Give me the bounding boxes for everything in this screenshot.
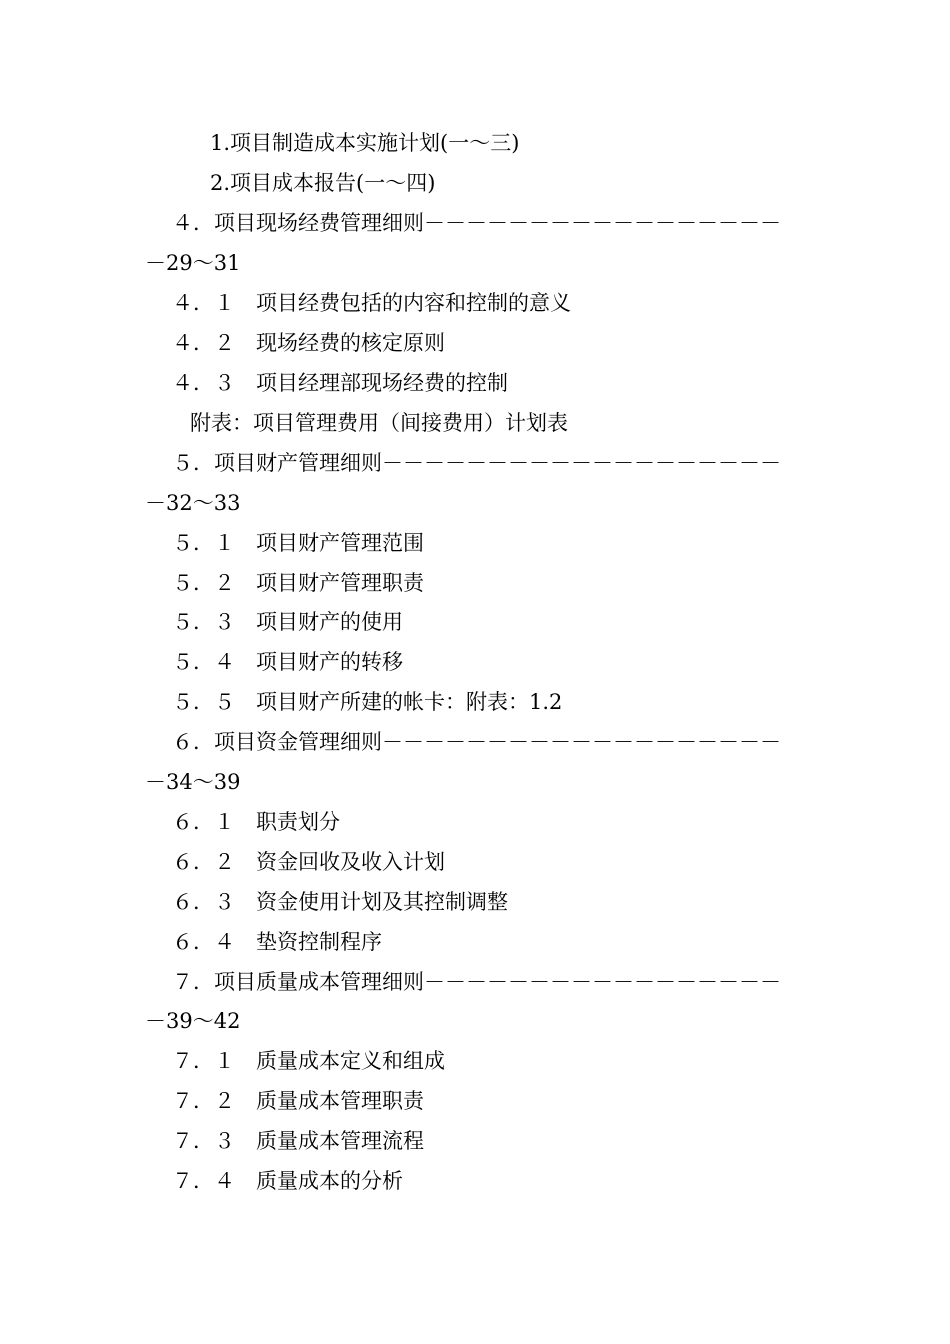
toc-subsection-4-2 bbox=[172, 330, 445, 356]
toc-page-range: －29～31 bbox=[145, 251, 241, 275]
toc-label: 项目经理部现场经费的控制 bbox=[256, 371, 508, 395]
toc-number: ７．３ bbox=[172, 1129, 235, 1153]
toc-section-5 bbox=[172, 450, 781, 476]
toc-subsection-5-1 bbox=[172, 530, 424, 556]
toc-label: 项目财产的转移 bbox=[256, 650, 403, 674]
toc-number: ５．３ bbox=[172, 610, 235, 634]
toc-appendix-4 bbox=[190, 410, 568, 436]
toc-label: 质量成本管理流程 bbox=[256, 1129, 424, 1153]
toc-subsection-5-2 bbox=[172, 570, 424, 596]
toc-subsection-6-4 bbox=[172, 929, 382, 955]
toc-subsection-6-3 bbox=[172, 889, 508, 915]
toc-page-range: －32～33 bbox=[145, 491, 241, 515]
toc-label: 项目财产的使用 bbox=[256, 610, 403, 634]
toc-section-title: ７．项目质量成本管理细则－－－－－－－－－－－－－－－－－ bbox=[172, 970, 781, 994]
toc-number: ６．２ bbox=[172, 850, 235, 874]
toc-section-6-pages bbox=[145, 769, 240, 795]
toc-number: ７．４ bbox=[172, 1169, 235, 1193]
toc-label: 垫资控制程序 bbox=[256, 930, 382, 954]
toc-number: ４．３ bbox=[172, 371, 235, 395]
toc-number: ４．１ bbox=[172, 291, 235, 315]
toc-subsection-5-5 bbox=[172, 689, 562, 715]
toc-number: ５．１ bbox=[172, 531, 235, 555]
toc-label: 资金回收及收入计划 bbox=[256, 850, 445, 874]
toc-subsection-6-2 bbox=[172, 849, 445, 875]
toc-subsection-7-1 bbox=[172, 1048, 445, 1074]
toc-label: 现场经费的核定原则 bbox=[256, 331, 445, 355]
toc-label: 质量成本定义和组成 bbox=[256, 1049, 445, 1073]
toc-label: 质量成本管理职责 bbox=[256, 1089, 424, 1113]
toc-section-4-pages bbox=[145, 250, 240, 276]
toc-text: 附表：项目管理费用（间接费用）计划表 bbox=[190, 411, 568, 435]
toc-subsection-4-1 bbox=[172, 290, 571, 316]
toc-section-title: ６．项目资金管理细则－－－－－－－－－－－－－－－－－－－ bbox=[172, 730, 781, 754]
toc-line-item-1-2 bbox=[210, 170, 435, 196]
toc-page-range: －34～39 bbox=[145, 770, 241, 794]
toc-subsection-7-3 bbox=[172, 1128, 424, 1154]
toc-section-7-pages bbox=[145, 1008, 240, 1034]
toc-number: ５．２ bbox=[172, 571, 235, 595]
toc-number: ６．１ bbox=[172, 810, 235, 834]
toc-subsection-5-4 bbox=[172, 649, 403, 675]
toc-label: 资金使用计划及其控制调整 bbox=[256, 890, 508, 914]
toc-section-7 bbox=[172, 969, 781, 995]
toc-subsection-4-3 bbox=[172, 370, 508, 396]
toc-section-6 bbox=[172, 729, 781, 755]
toc-label: 项目经费包括的内容和控制的意义 bbox=[256, 291, 571, 315]
toc-label: 项目财产管理职责 bbox=[256, 571, 424, 595]
toc-label: 质量成本的分析 bbox=[256, 1169, 403, 1193]
toc-label: 项目财产所建的帐卡：附表：1.2 bbox=[256, 690, 563, 714]
toc-subsection-5-3 bbox=[172, 609, 403, 635]
toc-subsection-7-4 bbox=[172, 1168, 403, 1194]
toc-text: 1.项目制造成本实施计划(一～三) bbox=[210, 131, 520, 155]
toc-number: ４．２ bbox=[172, 331, 235, 355]
toc-section-title: ４．项目现场经费管理细则－－－－－－－－－－－－－－－－－ bbox=[172, 211, 781, 235]
toc-section-4 bbox=[172, 210, 781, 236]
toc-label: 职责划分 bbox=[256, 810, 340, 834]
toc-subsection-6-1 bbox=[172, 809, 340, 835]
toc-section-title: ５．项目财产管理细则－－－－－－－－－－－－－－－－－－－ bbox=[172, 451, 781, 475]
toc-section-5-pages bbox=[145, 490, 240, 516]
toc-number: ６．３ bbox=[172, 890, 235, 914]
toc-number: ５．４ bbox=[172, 650, 235, 674]
toc-page-range: －39～42 bbox=[145, 1009, 241, 1033]
toc-number: ６．４ bbox=[172, 930, 235, 954]
toc-number: ７．１ bbox=[172, 1049, 235, 1073]
toc-number: ７．２ bbox=[172, 1089, 235, 1113]
toc-line-item-1-1 bbox=[210, 130, 519, 156]
toc-label: 项目财产管理范围 bbox=[256, 531, 424, 555]
toc-subsection-7-2 bbox=[172, 1088, 424, 1114]
toc-number: ５．５ bbox=[172, 690, 235, 714]
toc-text: 2.项目成本报告(一～四) bbox=[210, 171, 436, 195]
